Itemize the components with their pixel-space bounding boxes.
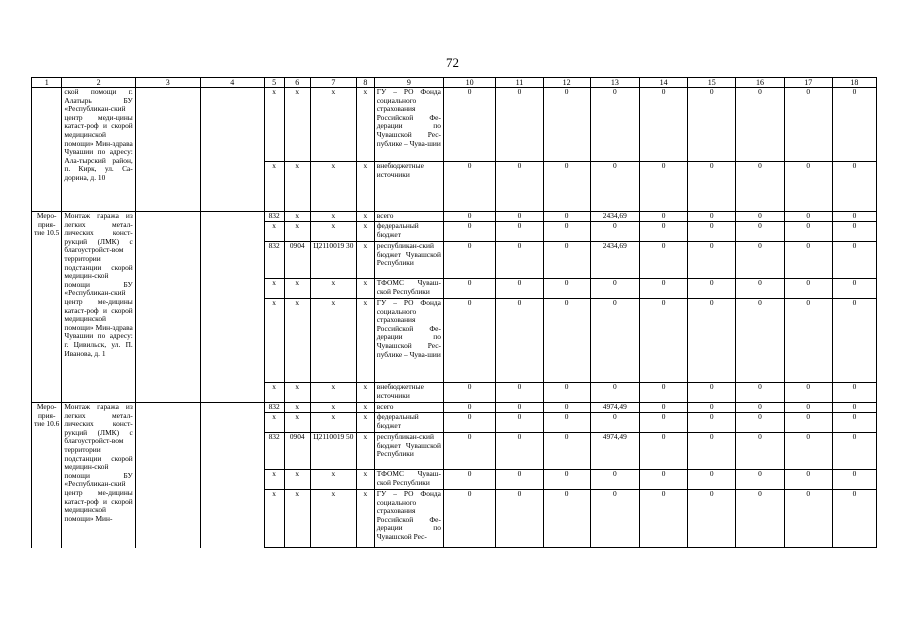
year-value: 0 xyxy=(832,299,876,383)
grbs-code: x xyxy=(264,162,284,212)
year-value: 0 xyxy=(688,88,736,162)
year-value: 0 xyxy=(639,88,687,162)
year-value: 0 xyxy=(543,222,590,242)
year-value: 0 xyxy=(496,212,543,222)
year-value: 0 xyxy=(543,403,590,413)
section-code: x xyxy=(284,212,310,222)
grbs-code: x xyxy=(264,88,284,162)
expense-group-code: x xyxy=(356,279,374,299)
funding-source: республикан-ский бюджет Чувашской Республики xyxy=(374,242,443,279)
column-header: 16 xyxy=(736,78,784,88)
year-value: 0 xyxy=(639,242,687,279)
target-article-code: x xyxy=(310,403,356,413)
year-value: 0 xyxy=(832,413,876,433)
grbs-code: x xyxy=(264,222,284,242)
measure-description: ской помощи г. Алатырь БУ «Республикан-ский центр меди-цины катаст-роф и скорой медицинской помощи» Мин-здрава Чувашии по адресу: Ала-тырский район, п. Кирк, ул. Са-дорина, д. 10 xyxy=(62,88,135,212)
table-body xyxy=(32,78,877,548)
section-code: x xyxy=(284,470,310,490)
year-value: 0 xyxy=(639,279,687,299)
year-value: 0 xyxy=(639,403,687,413)
year-value: 0 xyxy=(736,279,784,299)
expense-group-code: x xyxy=(356,212,374,222)
section-code: 0904 xyxy=(284,433,310,470)
section-code: x xyxy=(284,222,310,242)
expense-group-code: x xyxy=(356,433,374,470)
expense-group-code: x xyxy=(356,299,374,383)
year-value: 0 xyxy=(784,413,832,433)
column-header: 8 xyxy=(356,78,374,88)
funding-source: ГУ – РО Фонда социального страхования Российской Фе-дерации по Чувашской Рес-публике – Чува-шии xyxy=(374,88,443,162)
year-value: 0 xyxy=(590,88,639,162)
funding-source: ТФОМС Чуваш-ской Республики xyxy=(374,279,443,299)
year-value: 0 xyxy=(832,88,876,162)
expense-group-code: x xyxy=(356,222,374,242)
year-value: 0 xyxy=(736,470,784,490)
section-code: x xyxy=(284,413,310,433)
funding-source: внебюджетные источники xyxy=(374,162,443,212)
year-value: 0 xyxy=(496,299,543,383)
target-article-code: x xyxy=(310,162,356,212)
year-value: 0 xyxy=(639,222,687,242)
year-value: 0 xyxy=(688,490,736,548)
grbs-code: x xyxy=(264,413,284,433)
coexecutor-cell xyxy=(200,403,264,548)
target-article-code: x xyxy=(310,279,356,299)
year-value: 0 xyxy=(639,413,687,433)
year-value: 0 xyxy=(736,212,784,222)
funding-source: ГУ – РО Фонда социального страхования Российской Фе-дерации по Чувашской Рес- xyxy=(374,490,443,548)
year-value: 0 xyxy=(496,88,543,162)
responsible-cell xyxy=(135,88,200,212)
table-row xyxy=(32,212,877,222)
grbs-code: x xyxy=(264,490,284,548)
column-header: 2 xyxy=(62,78,135,88)
column-header: 17 xyxy=(784,78,832,88)
section-code: x xyxy=(284,383,310,403)
year-value: 0 xyxy=(832,162,876,212)
grbs-code: x xyxy=(264,299,284,383)
year-value: 0 xyxy=(590,490,639,548)
column-header: 4 xyxy=(200,78,264,88)
year-value: 0 xyxy=(443,490,495,548)
year-value: 0 xyxy=(736,490,784,548)
year-value: 0 xyxy=(443,242,495,279)
year-value: 0 xyxy=(784,470,832,490)
year-value: 0 xyxy=(443,222,495,242)
year-value: 0 xyxy=(590,383,639,403)
section-code: x xyxy=(284,403,310,413)
year-value: 0 xyxy=(590,299,639,383)
year-value: 0 xyxy=(543,212,590,222)
year-value: 0 xyxy=(736,222,784,242)
year-value: 0 xyxy=(443,470,495,490)
year-value: 0 xyxy=(784,433,832,470)
measure-description: Монтаж гаража из легких метал-лических конст-рукций (ЛМК) с благоустройст-вом территории подстанции скорой медицин-ской помощи БУ «Республикан-ский центр ме-дицины катаст-роф и скорой медицинской помощи» Мин-здрава Чувашии по адресу: г. Цивильск, ул. П. Иванова, д. 1 xyxy=(62,212,135,403)
measure-label: Меро-прия-тие 10.5 xyxy=(32,212,62,403)
funding-source: ТФОМС Чуваш-ской Республики xyxy=(374,470,443,490)
responsible-cell xyxy=(135,212,200,403)
year-value: 0 xyxy=(543,383,590,403)
year-value: 0 xyxy=(832,403,876,413)
column-header: 5 xyxy=(264,78,284,88)
year-value: 0 xyxy=(784,88,832,162)
year-value: 2434,69 xyxy=(590,212,639,222)
column-header: 11 xyxy=(496,78,543,88)
year-value: 4974,49 xyxy=(590,403,639,413)
target-article-code: x xyxy=(310,470,356,490)
column-header: 6 xyxy=(284,78,310,88)
year-value: 0 xyxy=(639,162,687,212)
table-row xyxy=(32,88,877,162)
year-value: 0 xyxy=(543,433,590,470)
year-value: 2434,69 xyxy=(590,242,639,279)
year-value: 0 xyxy=(784,490,832,548)
measure-label: Меро-прия-тие 10.6 xyxy=(32,403,62,548)
year-value: 0 xyxy=(688,383,736,403)
grbs-code: 832 xyxy=(264,433,284,470)
column-header: 10 xyxy=(443,78,495,88)
target-article-code: x xyxy=(310,222,356,242)
year-value: 0 xyxy=(832,433,876,470)
target-article-code: x xyxy=(310,299,356,383)
year-value: 0 xyxy=(590,279,639,299)
year-value: 0 xyxy=(443,383,495,403)
responsible-cell xyxy=(135,403,200,548)
expense-group-code: x xyxy=(356,403,374,413)
section-code: x xyxy=(284,88,310,162)
expense-group-code: x xyxy=(356,383,374,403)
year-value: 0 xyxy=(784,222,832,242)
year-value: 0 xyxy=(688,222,736,242)
budget-table xyxy=(31,77,877,548)
year-value: 0 xyxy=(496,490,543,548)
year-value: 0 xyxy=(443,162,495,212)
year-value: 0 xyxy=(443,212,495,222)
year-value: 0 xyxy=(736,88,784,162)
column-header: 7 xyxy=(310,78,356,88)
year-value: 0 xyxy=(496,383,543,403)
year-value: 0 xyxy=(832,490,876,548)
year-value: 0 xyxy=(736,242,784,279)
expense-group-code: x xyxy=(356,88,374,162)
year-value: 0 xyxy=(688,433,736,470)
year-value: 0 xyxy=(688,403,736,413)
funding-source: республикан-ский бюджет Чувашской Республики xyxy=(374,433,443,470)
year-value: 0 xyxy=(543,279,590,299)
year-value: 0 xyxy=(443,299,495,383)
year-value: 0 xyxy=(443,403,495,413)
year-value: 0 xyxy=(688,242,736,279)
year-value: 0 xyxy=(832,279,876,299)
year-value: 0 xyxy=(736,403,784,413)
year-value: 0 xyxy=(736,433,784,470)
year-value: 0 xyxy=(736,162,784,212)
year-value: 0 xyxy=(784,242,832,279)
year-value: 0 xyxy=(688,162,736,212)
section-code: x xyxy=(284,299,310,383)
year-value: 0 xyxy=(590,413,639,433)
expense-group-code: x xyxy=(356,242,374,279)
coexecutor-cell xyxy=(200,212,264,403)
year-value: 0 xyxy=(784,403,832,413)
year-value: 0 xyxy=(543,490,590,548)
year-value: 0 xyxy=(688,212,736,222)
section-code: x xyxy=(284,490,310,548)
target-article-code: Ц2110019 50 xyxy=(310,433,356,470)
header-row xyxy=(32,78,877,88)
expense-group-code: x xyxy=(356,490,374,548)
year-value: 0 xyxy=(496,403,543,413)
year-value: 0 xyxy=(639,433,687,470)
year-value: 0 xyxy=(639,490,687,548)
year-value: 0 xyxy=(832,222,876,242)
target-article-code: x xyxy=(310,413,356,433)
funding-source: внебюджетные источники xyxy=(374,383,443,403)
year-value: 0 xyxy=(543,162,590,212)
year-value: 0 xyxy=(496,279,543,299)
year-value: 0 xyxy=(688,299,736,383)
funding-source: федеральный бюджет xyxy=(374,222,443,242)
column-header: 13 xyxy=(590,78,639,88)
year-value: 0 xyxy=(543,299,590,383)
grbs-code: x xyxy=(264,470,284,490)
year-value: 0 xyxy=(496,242,543,279)
funding-source: всего xyxy=(374,403,443,413)
page-number: 72 xyxy=(446,55,459,70)
year-value: 0 xyxy=(590,222,639,242)
year-value: 0 xyxy=(443,88,495,162)
year-value: 0 xyxy=(639,212,687,222)
grbs-code: x xyxy=(264,279,284,299)
year-value: 0 xyxy=(590,470,639,490)
year-value: 0 xyxy=(736,413,784,433)
year-value: 0 xyxy=(784,383,832,403)
column-header: 9 xyxy=(374,78,443,88)
year-value: 0 xyxy=(832,212,876,222)
year-value: 0 xyxy=(639,383,687,403)
year-value: 0 xyxy=(543,413,590,433)
year-value: 0 xyxy=(784,299,832,383)
year-value: 0 xyxy=(496,162,543,212)
year-value: 0 xyxy=(639,470,687,490)
year-value: 0 xyxy=(496,222,543,242)
column-header: 3 xyxy=(135,78,200,88)
year-value: 0 xyxy=(688,279,736,299)
expense-group-code: x xyxy=(356,470,374,490)
target-article-code: Ц2110019 30 xyxy=(310,242,356,279)
year-value: 0 xyxy=(443,413,495,433)
year-value: 0 xyxy=(832,242,876,279)
grbs-code: x xyxy=(264,383,284,403)
target-article-code: x xyxy=(310,212,356,222)
section-code: 0904 xyxy=(284,242,310,279)
target-article-code: x xyxy=(310,88,356,162)
funding-source: ГУ – РО Фонда социального страхования Российской Фе-дерации по Чувашской Рес-публике – Чува-шии xyxy=(374,299,443,383)
coexecutor-cell xyxy=(200,88,264,212)
year-value: 0 xyxy=(784,212,832,222)
year-value: 0 xyxy=(639,299,687,383)
year-value: 0 xyxy=(543,470,590,490)
grbs-code: 832 xyxy=(264,242,284,279)
measure-label xyxy=(32,88,62,212)
column-header: 1 xyxy=(32,78,62,88)
section-code: x xyxy=(284,279,310,299)
grbs-code: 832 xyxy=(264,212,284,222)
year-value: 0 xyxy=(784,279,832,299)
year-value: 0 xyxy=(543,242,590,279)
year-value: 0 xyxy=(590,162,639,212)
year-value: 0 xyxy=(784,162,832,212)
expense-group-code: x xyxy=(356,413,374,433)
year-value: 4974,49 xyxy=(590,433,639,470)
column-header: 12 xyxy=(543,78,590,88)
year-value: 0 xyxy=(832,470,876,490)
year-value: 0 xyxy=(496,433,543,470)
column-header: 18 xyxy=(832,78,876,88)
year-value: 0 xyxy=(496,470,543,490)
year-value: 0 xyxy=(543,88,590,162)
section-code: x xyxy=(284,162,310,212)
year-value: 0 xyxy=(832,383,876,403)
column-header: 14 xyxy=(639,78,687,88)
year-value: 0 xyxy=(688,413,736,433)
column-header: 15 xyxy=(688,78,736,88)
expense-group-code: x xyxy=(356,162,374,212)
year-value: 0 xyxy=(443,279,495,299)
year-value: 0 xyxy=(496,413,543,433)
year-value: 0 xyxy=(736,299,784,383)
year-value: 0 xyxy=(688,470,736,490)
measure-description: Монтаж гаража из легких метал-лических конст-рукций (ЛМК) с благоустройст-вом территории подстанции скорой медицин-ской помощи БУ «Республикан-ский центр ме-дицины катаст-роф и скорой медицинской помощи» Мин- xyxy=(62,403,135,548)
year-value: 0 xyxy=(443,433,495,470)
target-article-code: x xyxy=(310,490,356,548)
table-row xyxy=(32,403,877,413)
target-article-code: x xyxy=(310,383,356,403)
funding-source: федеральный бюджет xyxy=(374,413,443,433)
grbs-code: 832 xyxy=(264,403,284,413)
year-value: 0 xyxy=(736,383,784,403)
funding-source: всего xyxy=(374,212,443,222)
